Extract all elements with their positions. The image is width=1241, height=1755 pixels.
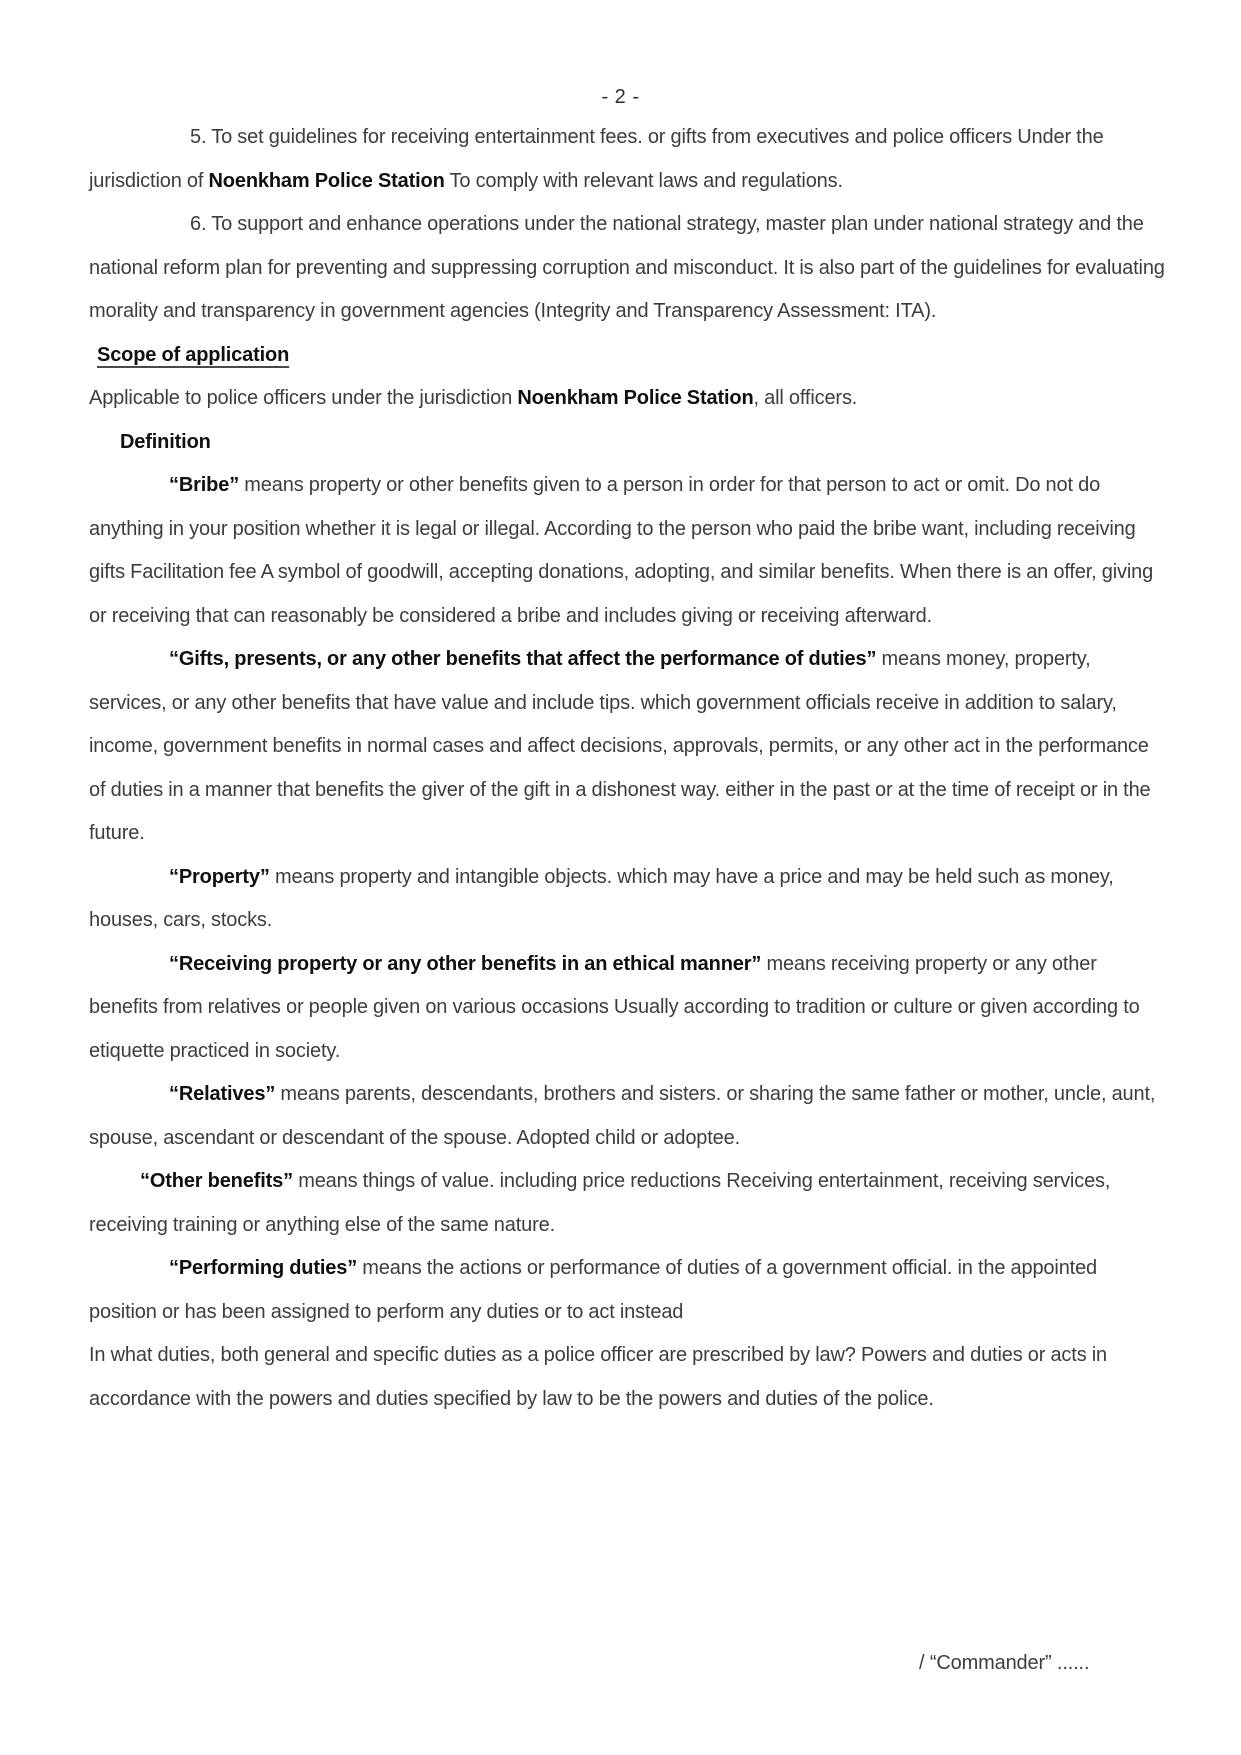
- text-run: To comply with relevant laws and regulations.: [444, 169, 843, 192]
- term-relatives: “Relatives”: [169, 1083, 276, 1105]
- text-run: 5. To set guidelines for receiving entertainment fees. or gifts from executives and police officers Under the jurisdiction of: [89, 126, 1104, 192]
- text-run: In what duties, both general and specific duties as a police officer are prescribed by law? Powers and duties or acts in accordance with the powers and duties specified by law to be the powers and duties of the police.: [89, 1344, 1108, 1410]
- text-run: means the actions or performance of duties of a government official. in the appointed position or has been assigned to perform any duties or to act instead: [89, 1257, 1098, 1323]
- text-run: means money, property, services, or any other benefits that have value and include tips. which government officials receive in addition to salary, income, government benefits in normal cases and affect decisions, approvals, permits, or any other act in the performance of duties in a manner that benefits the giver of the gift in a dishonest way. either in the past or at the time of receipt or in the future.: [89, 648, 1151, 844]
- para-definition-receiving-property: [89, 943, 1169, 1074]
- station-name-bold: Noenkham Police Station: [517, 387, 754, 409]
- document-body: [89, 116, 1169, 1421]
- para-guideline-item-6: [89, 203, 1169, 334]
- para-definition-property: [89, 856, 1169, 943]
- heading-definition: [89, 421, 1169, 465]
- text-run: means property and intangible objects. which may have a price and may be held such as money, houses, cars, stocks.: [89, 865, 1114, 931]
- para-definition-performing-duties: [89, 1247, 1169, 1334]
- scope-heading-text: Scope of application: [97, 343, 290, 366]
- para-definition-relatives: [89, 1073, 1169, 1160]
- text-run: Applicable to police officers under the jurisdiction: [89, 387, 518, 409]
- text-run: means parents, descendants, brothers and sisters. or sharing the same father or mother, uncle, aunt, spouse, ascendant or descendant of the spouse. Adopted child or adoptee.: [89, 1083, 1156, 1149]
- para-definition-performing-duties-continuation: [89, 1334, 1169, 1421]
- text-run: , all officers.: [753, 387, 858, 409]
- para-guideline-item-5: [89, 116, 1169, 203]
- term-property: “Property”: [169, 865, 270, 888]
- heading-scope-of-application: [89, 334, 1169, 378]
- para-definition-other-benefits: [89, 1160, 1169, 1247]
- definition-heading-text: Definition: [120, 430, 211, 453]
- station-name-bold: Noenkham Police Station: [208, 169, 445, 192]
- footer-commander-note: / “Commander” ......: [919, 1652, 1090, 1674]
- term-gifts: “Gifts, presents, or any other benefits that affect the performance of duties”: [169, 648, 877, 670]
- term-other-benefits: “Other benefits”: [140, 1170, 293, 1192]
- para-definition-bribe: [89, 464, 1169, 638]
- para-applicability: [89, 377, 1169, 421]
- para-definition-gifts: [89, 638, 1169, 856]
- text-run: means things of value. including price reductions Receiving entertainment, receiving services, receiving training or anything else of the same nature.: [89, 1170, 1111, 1236]
- term-performing-duties: “Performing duties”: [169, 1257, 358, 1279]
- text-run: means receiving property or any other benefits from relatives or people given on various occasions Usually according to tradition or culture or given according to etiquette practiced in society.: [89, 952, 1140, 1062]
- text-run: means property or other benefits given to a person in order for that person to act or omit. Do not do anything in your position whether it is legal or illegal. According to the person who paid the bribe want, including receiving gifts Facilitation fee A symbol of goodwill, accepting donations, adopting, and similar benefits. When there is an offer, giving or receiving that can reasonably be considered a bribe and includes giving or receiving afterward.: [89, 474, 1154, 627]
- text-run: 6. To support and enhance operations under the national strategy, master plan under national strategy and the national reform plan for preventing and suppressing corruption and misconduct. It is also part of the guidelines for evaluating morality and transparency in government agencies (Integrity and Transparency Assessment: ITA).: [89, 213, 1165, 322]
- term-receiving-property: “Receiving property or any other benefits in an ethical manner”: [169, 952, 762, 975]
- page-number: - 2 -: [601, 86, 640, 108]
- term-bribe: “Bribe”: [169, 474, 240, 496]
